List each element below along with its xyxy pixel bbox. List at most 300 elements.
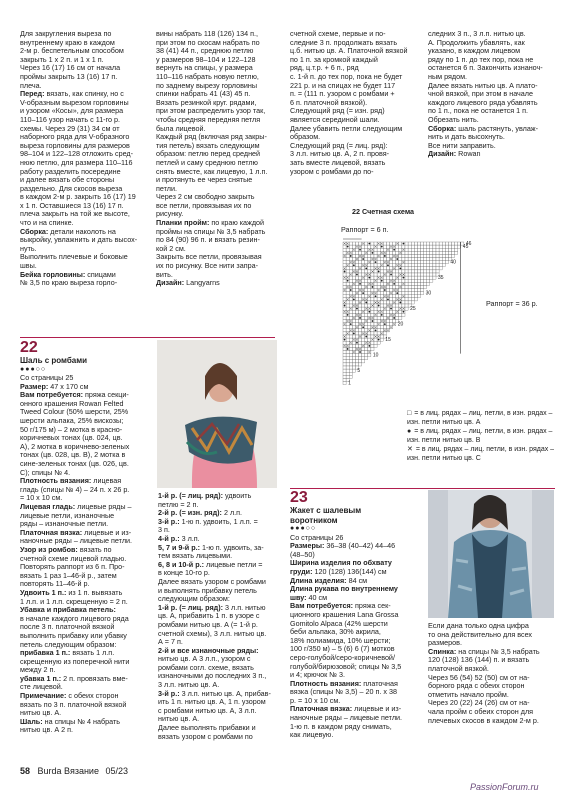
text-body: 40 см [306, 592, 328, 602]
chart-cell [368, 320, 371, 323]
chart-cell [349, 351, 352, 354]
text-body: Повторять раппорт из 6 п. Про- [20, 562, 125, 572]
chart-mark-dot [359, 351, 361, 353]
chart-cell [365, 329, 368, 332]
chart-cell [343, 332, 346, 335]
chart-cell [368, 304, 371, 307]
text-body: вязать 1 раз 1–46-й р., затем [20, 570, 117, 580]
chart-cell [421, 261, 424, 264]
photo-jacket-shawl-collar [428, 490, 554, 618]
text-body: ромбами согл. схеме, вязать [158, 662, 254, 672]
chart-cell [349, 245, 352, 248]
chart-cell [390, 323, 393, 326]
col3-text [290, 30, 414, 176]
text-line: по 1 п. за кромкой каждый [290, 54, 378, 64]
text-heading: Спинка: [428, 646, 457, 656]
chart-mark-dot [365, 336, 367, 338]
chart-cell [359, 338, 362, 341]
chart-cell [368, 267, 371, 270]
chart-cell [399, 270, 402, 273]
chart-cell [349, 332, 352, 335]
chart-cell [393, 251, 396, 254]
chart-cell [359, 341, 362, 344]
chart-cell [430, 258, 433, 261]
chart-cell [374, 344, 377, 347]
item23-back-text [428, 622, 554, 725]
text-body: сте лицевой. [20, 682, 63, 692]
chart-cell [362, 338, 365, 341]
chart-cell [359, 258, 362, 261]
text-body: нитью цв. А. [158, 714, 200, 724]
chart-cell [439, 254, 442, 257]
chart-cell [393, 261, 396, 264]
chart-mark-dot [359, 317, 361, 319]
chart-cell [405, 261, 408, 264]
text-body: плеча закрыть на той же высоте, [20, 209, 130, 219]
chart-cell [417, 251, 420, 254]
chart-cell [371, 347, 374, 350]
text-line: ряду по 1 п. до тех пор, пока не [428, 54, 534, 64]
chart-cell [349, 360, 352, 363]
chart-mark-dot [365, 302, 367, 304]
text-body: спицами [85, 269, 116, 279]
chart-cell [349, 313, 352, 316]
text-body: лицевые и из- [82, 527, 132, 537]
chart-cell [371, 323, 374, 326]
chart-cell [452, 245, 455, 248]
text-heading: 5, 7 и 9-й р.: [158, 542, 200, 552]
text-line: Через 2 см свободно закрыть [156, 192, 255, 202]
text-body: 98–104 и 122–128 отложить сред- [20, 149, 134, 159]
text-heading: Длина рукава по внутреннему [290, 584, 398, 594]
chart-cell [355, 354, 358, 357]
chart-cell [359, 354, 362, 357]
chart-row-label: 46 [465, 241, 472, 248]
chart-mark-dot [381, 246, 383, 248]
chart-cell [349, 298, 352, 301]
text-line: является серединой шали. [290, 114, 380, 124]
chart-cell [427, 242, 430, 245]
chart-cell [380, 329, 383, 332]
chart-cell [355, 357, 358, 360]
chart-cell [383, 304, 386, 307]
chart-cell [421, 254, 424, 257]
chart-cell [455, 245, 458, 248]
chart-cell [396, 267, 399, 270]
text-line: 110–116 набрать новую петлю, [156, 71, 259, 81]
chart-cell [417, 292, 420, 295]
chart-cell [359, 270, 362, 273]
legend-symbol: ✕ [407, 446, 413, 453]
text-line: была лицевой. [156, 123, 206, 133]
chart-cell [427, 276, 430, 279]
chart-cell [411, 254, 414, 257]
chart-cell [346, 282, 349, 285]
chart-cell [349, 270, 352, 273]
text-body: серо-голубой/серо-коричневой/ [290, 652, 395, 662]
chart-mark-dot [387, 298, 389, 300]
text-body: ить 1 п. нитью цв. А, 1 п. узором [158, 697, 266, 707]
chart-cell [414, 282, 417, 285]
chart-cell [355, 329, 358, 332]
chart-cell [417, 289, 420, 292]
chart-mark-dot [356, 274, 358, 276]
chart-cell [421, 251, 424, 254]
chart-cell [346, 254, 349, 257]
chart-cell [421, 264, 424, 267]
chart-cell [421, 248, 424, 251]
chart-mark-dot [344, 339, 346, 341]
chart-cell [362, 351, 365, 354]
chart-mark-dot [381, 280, 383, 282]
text-body: нить и дать высохнуть. [428, 132, 505, 142]
chart-cell [371, 298, 374, 301]
chart-cell [421, 270, 424, 273]
chart-cell [414, 254, 417, 257]
chart-cell [346, 304, 349, 307]
chart-cell [408, 270, 411, 273]
chart-cell [374, 285, 377, 288]
chart-cell [405, 298, 408, 301]
chart-cell [433, 245, 436, 248]
chart-mark-dot [378, 271, 380, 273]
chart-cell [396, 316, 399, 319]
chart-cell [417, 270, 420, 273]
text-body: следующим образом: [158, 594, 230, 604]
text-body: x 1 п. Оставшиеся 13 (16) 17 п. [20, 200, 124, 210]
text-line [158, 733, 280, 742]
chart-cell [408, 285, 411, 288]
chart-mark-dot [344, 305, 346, 307]
text-line: 38 (41) 44 п., среднюю петлю [156, 46, 254, 56]
chart-cell [445, 242, 448, 245]
text-body: швы. [20, 261, 37, 271]
text-heading: Платочная вязка: [20, 527, 83, 537]
text-line: Для закругления выреза по [20, 29, 112, 38]
chart-cell [386, 310, 389, 313]
chart-cell [343, 369, 346, 372]
chart-mark-dot [384, 255, 386, 257]
chart-mark-dot [353, 333, 355, 335]
chart-mark-dot [365, 267, 367, 269]
text-body: и далее вязать обе стороны [20, 175, 115, 185]
chart-cell [377, 326, 380, 329]
chart-cell [396, 307, 399, 310]
chart-cell [421, 258, 424, 261]
chart-cell [349, 335, 352, 338]
item23-source: Со страницы 26 [290, 532, 344, 542]
text-line [20, 726, 154, 735]
chart-cell [349, 357, 352, 360]
chart-mark-dot [381, 314, 383, 316]
chart-cell [436, 261, 439, 264]
chart-cell [390, 295, 393, 298]
chart-mark-dot [347, 280, 349, 282]
text-body: Через 56 (54) 52 (50) см от на- [428, 672, 530, 682]
chart-cell [371, 335, 374, 338]
chart-cell [343, 285, 346, 288]
chart-cell [421, 282, 424, 285]
chart-mark-dot [403, 277, 405, 279]
chart-cell [402, 251, 405, 254]
chart-cell [349, 264, 352, 267]
chart-mark-dot [375, 329, 377, 331]
text-body: пряжа сек- [353, 601, 391, 611]
chart-cell [393, 242, 396, 245]
chart-mark-dot [372, 286, 374, 288]
text-body: вязка (спицы № 3,5) – 20 п. x 38 [290, 687, 397, 697]
chart-cell [411, 279, 414, 282]
chart-cell [424, 270, 427, 273]
chart-cell [374, 248, 377, 251]
chart-cell [417, 248, 420, 251]
text-body: детали наколоть на [48, 226, 116, 236]
chart-cell [414, 251, 417, 254]
text-body: (48–50) [290, 549, 315, 559]
text-heading: Убавка и прибавка петель: [20, 605, 116, 615]
chart-cell [408, 292, 411, 295]
chart-cell [448, 254, 451, 257]
chart-cell [411, 251, 414, 254]
chart-cell [414, 285, 417, 288]
text-body: схемы. Через 29 (31) 34 см от [20, 123, 120, 133]
chart-cell [399, 258, 402, 261]
text-body: 3 л.п. нитью цв. А. [158, 680, 220, 690]
page-number: 58 [20, 766, 31, 776]
text-line: по заднему вырезу горловины [156, 80, 258, 90]
item22-title: Шаль с ромбами [20, 356, 88, 365]
chart-cell [365, 326, 368, 329]
legend-item [407, 446, 557, 463]
chart-cell [411, 273, 414, 276]
chart-cell [414, 242, 417, 245]
text-line: чтобы средняя передняя петля [156, 114, 261, 124]
chart-cell [352, 285, 355, 288]
chart-cell [368, 289, 371, 292]
chart-cell [424, 251, 427, 254]
chart-cell [390, 276, 393, 279]
text-body: счетной схеме лицевой гладью. [20, 553, 127, 563]
text-line: образом: петлю перед средней [156, 149, 261, 159]
chart-cell [355, 298, 358, 301]
chart-cell [362, 267, 365, 270]
chart-row-label: 5 [357, 368, 361, 375]
chart-cell [352, 357, 355, 360]
chart-cell [365, 347, 368, 350]
chart-cell [374, 251, 377, 254]
chart-cell [433, 270, 436, 273]
chart-cell [393, 292, 396, 295]
chart-cell [355, 335, 358, 338]
chart-cell [439, 258, 442, 261]
chart-cell [362, 248, 365, 251]
chart-cell [368, 245, 371, 248]
chart-cell [402, 292, 405, 295]
chart-cell [352, 279, 355, 282]
chart-cell [380, 338, 383, 341]
chart-cell [399, 276, 402, 279]
text-body: удвоить [223, 491, 252, 500]
chart-cell [362, 245, 365, 248]
chart-cell [424, 282, 427, 285]
chart-cell [433, 242, 436, 245]
chart-cell [383, 310, 386, 313]
text-body: Gomitolo Alpaca (42% шерсти [290, 618, 388, 628]
chart-cell [346, 338, 349, 341]
chart-mark-dot [375, 261, 377, 263]
text-line [290, 731, 418, 740]
chart-cell [430, 276, 433, 279]
item23-title-2: воротником [290, 515, 338, 525]
chart-cell [374, 298, 377, 301]
chart-cell [430, 248, 433, 251]
text-body: гладь (спицы № 4) – 24 п. x 26 р. [20, 484, 130, 494]
chart-cell [362, 301, 365, 304]
text-line [20, 253, 138, 262]
text-heading: Шаль: [20, 716, 43, 726]
chart-cell [380, 295, 383, 298]
text-heading: убавка 1 п.: [20, 673, 62, 683]
chart-cell [343, 382, 346, 385]
chart-cell [430, 251, 433, 254]
chart-cell [442, 261, 445, 264]
chart-cell [417, 267, 420, 270]
chart-cell [365, 310, 368, 313]
chart-cell [383, 301, 386, 304]
chart-cell [390, 301, 393, 304]
chart-cell [346, 341, 349, 344]
chart-cell [374, 310, 377, 313]
text-body: вязать 1 л.п. [70, 648, 115, 658]
chart-cell [365, 282, 368, 285]
chart-cell [343, 279, 346, 282]
text-body: счетной схемы), 3 л.п. нитью цв. [158, 628, 267, 638]
chart-cell [436, 251, 439, 254]
chart-cell [402, 298, 405, 301]
chart-cell [352, 347, 355, 350]
text-body: Rowan [456, 149, 481, 159]
chart-cell [405, 242, 408, 245]
text-heading: Размеры: [290, 541, 325, 551]
chart-cell [448, 248, 451, 251]
chart-cell [365, 323, 368, 326]
chart-cell [393, 270, 396, 273]
text-line: 6 п. платочной вязкой). [290, 97, 368, 107]
chart-cell [408, 301, 411, 304]
chart-cell [402, 301, 405, 304]
chart-cell [408, 282, 411, 285]
text-line [158, 518, 280, 527]
text-line: следние 3 п. продолжать вязать [290, 37, 398, 47]
text-body: ромбами нитью цв. А (= 1-й р. [158, 619, 258, 629]
section-rule-23 [290, 488, 555, 489]
chart-cell [362, 329, 365, 332]
chart-cell [362, 279, 365, 282]
chart-cell [377, 341, 380, 344]
chart-cell [414, 279, 417, 282]
text-body: 2 п. провязать вме- [61, 673, 128, 683]
chart-cell [405, 254, 408, 257]
watermark: PassionForum.ru [470, 782, 539, 792]
text-body: Langyarns [184, 278, 220, 288]
chart-cell [362, 347, 365, 350]
chart-cell [346, 375, 349, 378]
chart-cell [417, 254, 420, 257]
text-body: 100 г/350 м) – 5 (6) 6 (7) мотков [290, 644, 395, 654]
chart-mark-dot [396, 258, 398, 260]
text-body: Через 20 (22) 24 (26) см от на- [428, 698, 530, 708]
chart-cell [427, 245, 430, 248]
issue-number: 05/23 [105, 766, 129, 776]
chart-mark-dot [353, 298, 355, 300]
chart-cell [343, 264, 346, 267]
text-heading: Бейка горловины: [20, 269, 86, 279]
text-body: тонах (цв. 028, цв. В), 2 мотка в [20, 450, 126, 460]
chart-cell [359, 295, 362, 298]
chart-cell [411, 289, 414, 292]
chart-cell [411, 258, 414, 261]
chart-cell [442, 245, 445, 248]
chart-cell [448, 251, 451, 254]
chart-cell [399, 245, 402, 248]
chart-cell [343, 248, 346, 251]
chart-cell [365, 279, 368, 282]
text-body: 3 л.п. нитью [223, 602, 266, 612]
chart-cell [383, 276, 386, 279]
chart-cell [402, 279, 405, 282]
text-body: после 3 п. платочной вязкой [20, 622, 115, 632]
text-body: 2 л.п. [221, 508, 243, 518]
chart-cell [352, 242, 355, 245]
chart-cell [346, 357, 349, 360]
chart-cell [399, 292, 402, 295]
chart-cell [355, 344, 358, 347]
chart-cell [393, 320, 396, 323]
chart-cell [405, 289, 408, 292]
chart-cell [355, 295, 358, 298]
chart-cell [362, 270, 365, 273]
chart-cell [386, 276, 389, 279]
chart-cell [355, 254, 358, 257]
chart-cell [359, 363, 362, 366]
text-body: как лицевую. [290, 730, 334, 740]
chart-cell [359, 304, 362, 307]
text-body: в каждом 2-м р. закрыть 16 (17) 19 [20, 192, 136, 202]
chart-cell [377, 316, 380, 319]
chart-cell [346, 273, 349, 276]
chart-cell [355, 282, 358, 285]
chart-cell [411, 245, 414, 248]
chart-mark-dot [390, 274, 392, 276]
chart-cell [343, 341, 346, 344]
chart-cell [355, 276, 358, 279]
chart-cell [343, 357, 346, 360]
chart-cell [352, 276, 355, 279]
chart-cell [365, 313, 368, 316]
text-body: онного крашения Rowan Felted [20, 398, 124, 408]
chart-cell [371, 307, 374, 310]
text-line: 2-м р. беспетельным способом [20, 46, 124, 56]
text-body: то она действительно для всех [428, 629, 533, 639]
chart-cell [352, 363, 355, 366]
chart-cell [371, 242, 374, 245]
chart-cell [386, 245, 389, 248]
text-body: и 4; крючок № 3. [290, 670, 345, 680]
chart-row-label: 1 [348, 380, 351, 387]
text-body: 1-ю п. удвоить, за- [200, 542, 264, 552]
chart-cell [445, 251, 448, 254]
chart-cell [374, 273, 377, 276]
